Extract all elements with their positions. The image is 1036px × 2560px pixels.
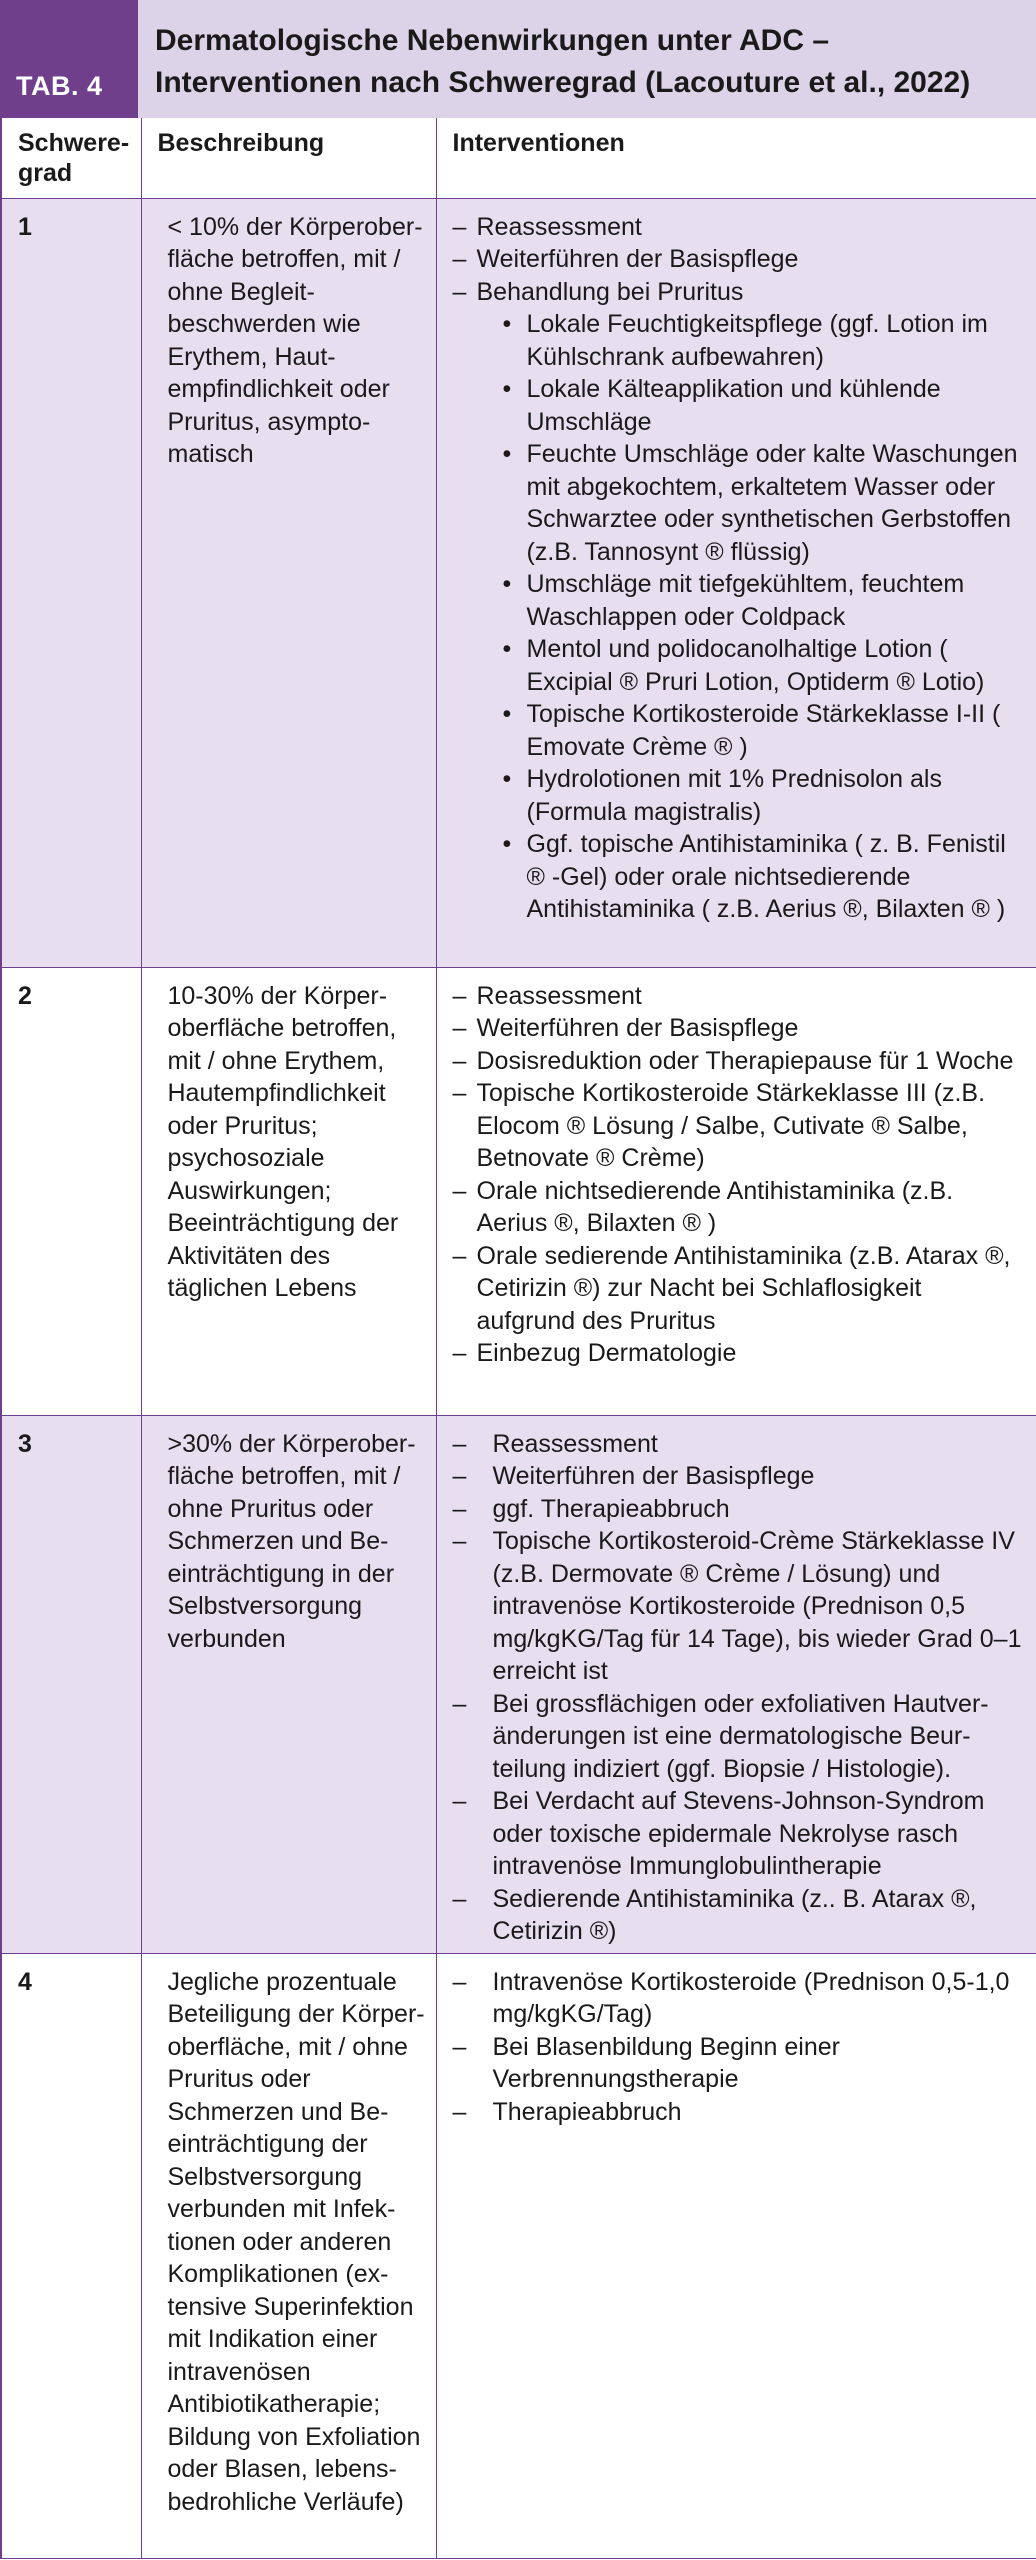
- sub-list-item: • Hydrolotionen mit 1% Prednisolon als (Formula magistralis): [477, 763, 1027, 828]
- list-item: – Weiterführen der Basispflege: [453, 1012, 1027, 1045]
- description-cell: < 10% der Körperoberfläche betroffen, mit / ohne Begleitbeschwerden wie Erythem, Hautempfindlichkeit oder Pruritus, asymptomatisch: [141, 198, 436, 967]
- list-item: – Reassessment: [453, 980, 1027, 1013]
- description-cell: 10-30% der Körperoberfläche betroffen, mit / ohne Erythem, Hautempfindlichkeit oder Pruritus; psychosoziale Auswirkungen; Beeinträchtigung der Aktivitäten des täglichen Lebens: [141, 967, 436, 1415]
- list-item: – Orale nichtsedierende Antihistaminika (z.B. Aerius ®, Bilaxten ® ): [453, 1175, 1027, 1240]
- grade-cell: 3: [1, 1415, 141, 1953]
- list-item: – Bei Verdacht auf Stevens-Johnson-Syndrom oder toxische epidermale Nekrolyse rasch intravenöse Immunglobulintherapie: [453, 1785, 1027, 1883]
- sub-list-item: • Umschläge mit tiefgekühltem, feuchtem Waschlappen oder Coldpack: [477, 568, 1027, 633]
- table-row-grade-3: [1, 1415, 1036, 1953]
- column-header-grade: Schweregrad: [1, 118, 141, 198]
- table-row-grade-1: [1, 198, 1036, 967]
- sub-list-item: • Lokale Kälteapplikation und kühlende Umschläge: [477, 373, 1027, 438]
- column-header-description: Beschreibung: [141, 118, 436, 198]
- list-item: – Topische Kortikosteroid-Crème Stärkeklasse IV (z.B. Dermovate ® Crème / Lösung) und intravenöse Kortikosteroide (Prednison 0,5 mg/kgKG/Tag für 14 Tage), bis wieder Grad 0–1 erreicht ist: [453, 1525, 1027, 1688]
- list-item: – Intravenöse Kortikosteroide (Prednison 0,5-1,0 mg/kgKG/Tag): [453, 1966, 1027, 2031]
- interventions-cell: [436, 1953, 1036, 2558]
- table-header: [0, 0, 1036, 121]
- tab-label: TAB. 4: [0, 0, 138, 118]
- interventions-cell: [436, 1415, 1036, 1953]
- list-item: – Einbezug Dermatologie: [453, 1337, 1027, 1370]
- sub-list-item: • Mentol und polidocanolhaltige Lotion ( Excipial ® Pruri Lotion, Optiderm ® Lotio): [477, 633, 1027, 698]
- list-item: – Weiterführen der Basispflege: [453, 1460, 1027, 1493]
- interventions-cell: [436, 967, 1036, 1415]
- grade-cell: 2: [1, 967, 141, 1415]
- description-cell: >30% der Körperoberfläche betroffen, mit / ohne Pruritus oder Schmerzen und Beeinträchtigung in der Selbstversorgung verbunden: [141, 1415, 436, 1953]
- grade-cell: 1: [1, 198, 141, 967]
- table-row-grade-2: [1, 967, 1036, 1415]
- list-item: – Therapieabbruch: [453, 2096, 1027, 2129]
- column-header-interventions: Interventionen: [436, 118, 1036, 198]
- intervention-list: [453, 211, 1027, 926]
- list-item: – Bei grossflächigen oder exfoliativen Hautveränderungen ist eine dermatologische Beurteilung indiziert (ggf. Biopsie / Histologie).: [453, 1688, 1027, 1786]
- list-item: [453, 276, 1027, 926]
- list-item: – Orale sedierende Antihistaminika (z.B. Atarax ®, Cetirizin ®) zur Nacht bei Schlaflosigkeit aufgrund des Pruritus: [453, 1240, 1027, 1338]
- list-item: – Reassessment: [453, 211, 1027, 244]
- table-title: Dermatologische Nebenwirkungen unter ADC – Interventionen nach Schweregrad (Lacouture et al., 2022): [155, 24, 971, 99]
- list-item: – Weiterführen der Basispflege: [453, 243, 1027, 276]
- list-item: – Reassessment: [453, 1428, 1027, 1461]
- intervention-list: [453, 1428, 1027, 1948]
- sub-list-item: • Lokale Feuchtigkeitspflege (ggf. Lotion im Kühlschrank aufbewahren): [477, 308, 1027, 373]
- list-item-label: Behandlung bei Pruritus: [476, 277, 744, 306]
- interventions-cell: [436, 198, 1036, 967]
- description-cell: Jegliche prozentuale Beteiligung der Körperoberfläche, mit / ohne Pruritus oder Schmerzen und Beeinträchtigung der Selbstversorgung verbunden mit Infektionen oder anderen Komplikationen (extensive Superinfektion mit Indikation einer intravenösen Antibiotikatherapie; Bildung von Exfoliation oder Blasen, lebens- bedrohliche Verläufe): [141, 1953, 436, 2558]
- list-item: – ggf. Therapieabbruch: [453, 1493, 1027, 1526]
- list-item: – Sedierende Antihistaminika (z.. B. Atarax ®, Cetirizin ®): [453, 1883, 1027, 1948]
- interventions-table: [0, 118, 1036, 2559]
- sub-list-item: • Topische Kortikosteroide Stärkeklasse I-II ( Emovate Crème ® ): [477, 698, 1027, 763]
- list-item: – Dosisreduktion oder Therapiepause für 1 Woche: [453, 1045, 1027, 1078]
- intervention-list: [453, 1966, 1027, 2129]
- grade-cell: 4: [1, 1953, 141, 2558]
- sub-list-item: • Ggf. topische Antihistaminika ( z. B. Fenistil ® -Gel) oder orale nichtsedierende Antihistaminika ( z.B. Aerius ®, Bilaxten ® ): [477, 828, 1027, 926]
- table-row-grade-4: [1, 1953, 1036, 2558]
- intervention-list: [453, 980, 1027, 1370]
- list-item: – Topische Kortikosteroide Stärkeklasse III (z.B. Elocom ® Lösung / Salbe, Cutivate ® Salbe, Betnovate ® Crème): [453, 1077, 1027, 1175]
- column-header-row: [1, 118, 1036, 198]
- sub-list: [477, 308, 1027, 926]
- sub-list-item: • Feuchte Umschläge oder kalte Waschungen mit abgekochtem, erkaltetem Wasser oder Schwarztee oder synthetischen Gerbstoffen (z.B. Tannosynt ® flüssig): [477, 438, 1027, 568]
- list-item: – Bei Blasenbildung Beginn einer Verbrennungstherapie: [453, 2031, 1027, 2096]
